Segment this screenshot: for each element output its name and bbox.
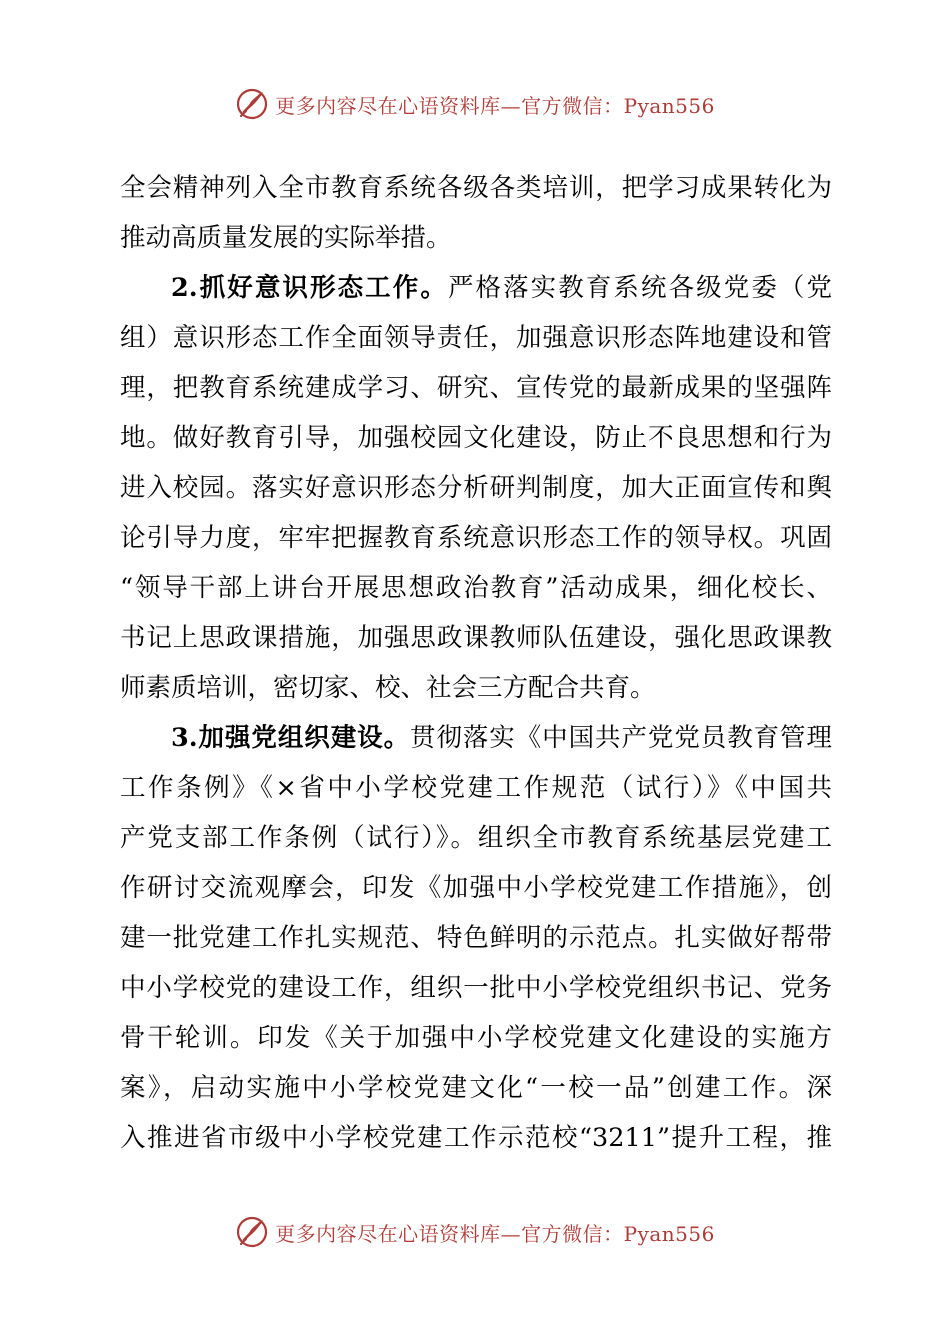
p3-line-8: 案》，启动实施中小学校党建文化“一校一品”创建工作。深: [120, 1073, 832, 1103]
p2-line-7: “领导干部上讲台开展思想政治教育”活动成果，细化校长、: [120, 573, 832, 603]
p2-line-8: 书记上思政课措施，加强思政课教师队伍建设，强化思政课教: [120, 623, 832, 653]
p3-line-2: 工作条例》《×省中小学校党建工作规范（试行）》《中国共: [120, 773, 832, 803]
header-banner: [0, 84, 950, 124]
p2-line-5: 进入校园。落实好意识形态分析研判制度，加大正面宣传和舆: [120, 473, 832, 503]
p3-line-1: [120, 713, 832, 763]
p2-line-1: [120, 263, 832, 313]
p2-line-2: 组）意识形态工作全面领导责任，加强意识形态阵地建设和管: [120, 323, 832, 353]
p2-line-6: 论引导力度，牢牢把握教育系统意识形态工作的领导权。巩固: [120, 523, 832, 553]
p2-line-9: 师素质培训，密切家、校、社会三方配合共育。: [120, 673, 656, 703]
quill-logo-icon: [235, 86, 271, 122]
p3-line-6: 中小学校党的建设工作，组织一批中小学校党组织书记、党务: [120, 973, 832, 1003]
p1-line-1: 全会精神列入全市教育系统各级各类培训，把学习成果转化为: [120, 173, 832, 203]
section-heading-3: 3.加强党组织建设。: [171, 723, 411, 753]
document-body: [120, 163, 832, 1163]
p2-line-1-text: 严格落实教育系统各级党委（党: [447, 273, 832, 303]
p2-line-3: 理，把教育系统建成学习、研究、宣传党的最新成果的坚强阵: [120, 373, 832, 403]
p2-line-4: 地。做好教育引导，加强校园文化建设，防止不良思想和行为: [120, 423, 832, 453]
p3-line-7: 骨干轮训。印发《关于加强中小学校党建文化建设的实施方: [120, 1023, 832, 1053]
section-heading-2: 2.抓好意识形态工作。: [171, 273, 448, 303]
p3-line-9: 入推进省市级中小学校党建工作示范校“3211”提升工程，推: [120, 1123, 832, 1153]
p3-line-4: 作研讨交流观摩会，印发《加强中小学校党建工作措施》，创: [120, 873, 832, 903]
header-banner-text: 更多内容尽在心语资料库—官方微信：Pyan556: [275, 93, 715, 118]
footer-banner-text: 更多内容尽在心语资料库—官方微信：Pyan556: [275, 1221, 715, 1246]
footer-banner: [0, 1212, 950, 1252]
p3-line-5: 建一批党建工作扎实规范、特色鲜明的示范点。扎实做好帮带: [120, 923, 832, 953]
p1-line-2: 推动高质量发展的实际举措。: [120, 223, 452, 253]
quill-logo-icon: [235, 1214, 271, 1250]
p3-line-1-text: 贯彻落实《中国共产党党员教育管理: [410, 723, 832, 753]
p3-line-3: 产党支部工作条例（试行）》。组织全市教育系统基层党建工: [120, 823, 832, 853]
